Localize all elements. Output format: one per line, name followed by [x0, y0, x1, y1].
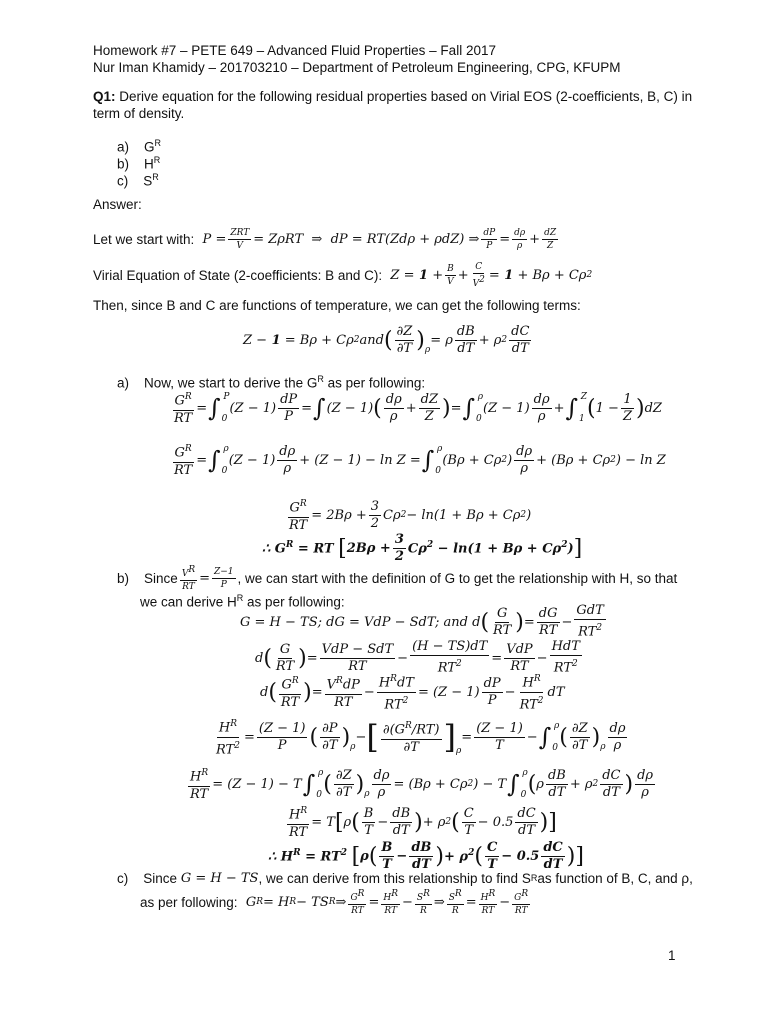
equation-b-3: d ( $\frac{G^R}{RT}$ ) = $\frac{V^RdP}{RT}$ − $\frac{H^RdT}{RT^2}$ = (Z − 1) $\frac{dP}{P}$ − $\frac{H^R}{RT^2}$ dT	[260, 674, 565, 712]
equation-b-2: d ( $\frac{G}{RT}$ ) = $\frac{\text{VdP − SdT}}{RT}$ − $\frac{(H - TS)dT}{RT^2}$ = $\frac{\text{VdP}}{RT}$ − $\frac{\text{HdT}}{RT^2}$	[255, 639, 580, 676]
equation-z-derivative: Z − 1 = Bρ + Cρ 2 and ( $\frac{\partial Z}{\partial T}$ ) $_\rho$ = ρ $\frac{dB}{dT}$ + ρ 2 $\frac{dC}{dT}$	[243, 323, 530, 356]
equation-b-result: ∴ $H^R = RT^2$ [ ρ ( $\frac{B}{T}$ − $\frac{dB}{dT}$ ) + $\rho^2$ ( $\frac{C}{T}$ − 0.5 $\frac{dC}{dT}$ ) ]	[268, 839, 584, 872]
question-item-b: b) $H^R$	[117, 155, 161, 172]
page-number: 1	[668, 948, 676, 963]
equation-a-result: ∴ $G^R$ = RT [ 2Bρ + $\frac{3}{2}$ $C\rho^2 - \ln(1 + B\rho + C\rho^2)$ ]	[262, 531, 583, 564]
part-c-equation: as per following: G R = H R − TS R ⇒ $\frac{G^R}{RT}$ = $\frac{H^R}{RT}$ − $\frac{S^R}{R}$ ⇒ $\frac{S^R}{R}$ = $\frac{H^R}{RT}$ − $\frac{G^R}{RT}$	[140, 888, 529, 916]
question-item-a: a) $G^R$	[117, 138, 162, 155]
part-c-text: c) Since G = H − TS , we can derive from this relationship to find S R as function of B, C, and ρ,	[117, 870, 693, 886]
equation-a-3: $\frac{G^R}{RT}$ = 2Bρ + $\frac{3}{2}$ Cρ 2 − ln(1 + Bρ + Cρ 2 )	[289, 498, 532, 533]
part-a-text: a) Now, we start to derive the $G^R$ as per following:	[117, 374, 426, 391]
equation-a-1: $\frac{G^R}{RT}$ = ∫ $_0$ P (Z − 1) $\frac{dP}{P}$ = ∫ (Z − 1) ( $\frac{d\rho}{\rho}$ + $\frac{dZ}{Z}$ ) = ∫ $_0$ ρ (Z − 1) $\frac{d\rho}{\rho}$ + ∫ $_1$ Z ( 1 − $\frac{1}{Z}$ ) dZ	[174, 391, 662, 426]
question-line-1	[93, 89, 692, 105]
header-line-1: Homework #7 – PETE 649 – Advanced Fluid Properties – Fall 2017	[93, 43, 496, 58]
equation-a-2: $\frac{G^R}{RT}$ = ∫ $_0$ ρ (Z − 1) $\frac{d\rho}{\rho}$ + (Z − 1) − ln Z = ∫ $_0$ ρ (Bρ + Cρ 2 ) $\frac{d\rho}{\rho}$ + (Bρ + Cρ 2 ) − ln Z	[174, 443, 666, 478]
equation-b-5: $\frac{H^R}{RT}$ = (Z − 1) − T ∫ $_0$ ρ ( $\frac{\partial Z}{\partial T}$ ) $_\rho$ $\frac{d\rho}{\rho}$ = (Bρ + Cρ 2 ) − T ∫ $_0$ ρ ( ρ $\frac{dB}{dT}$ + ρ 2 $\frac{dC}{dT}$ ) $\frac{d\rho}{\rho}$	[190, 767, 654, 802]
equation-start: Let we start with: P = $\frac{\text{ZRT}}{V}$ = ZρRT ⇒ dP = RT(Zdρ + ρdZ) ⇒ $\frac{dP}{P}$ = $\frac{d\rho}{\rho}$ + $\frac{dZ}{Z}$	[93, 227, 557, 251]
question-item-c: c) $S^R$	[117, 172, 159, 189]
part-b-text: b) Since $\frac{V^R}{RT}$ = $\frac{Z-1}{P}$ , we can start with the definition of G to get the relationship with H, so that	[117, 564, 678, 592]
answer-label: Answer:	[93, 197, 142, 212]
equation-b-1: G = H − TS; dG = VdP − SdT; and d ( $\frac{G}{RT}$ ) = $\frac{dG}{RT}$ − $\frac{\text{GdT}}{RT^2}$	[240, 603, 604, 640]
header-line-2: Nur Iman Khamidy – 201703210 – Department of Petroleum Engineering, CPG, KFUPM	[93, 60, 621, 75]
question-text-2: term of density.	[93, 106, 185, 121]
then-text: Then, since B and C are functions of temperature, we can get the following terms:	[93, 298, 581, 313]
equation-b-6: $\frac{H^R}{RT}$ = T [ ρ ( $\frac{B}{T}$ − $\frac{dB}{dT}$ ) + ρ 2 ( $\frac{C}{T}$ − 0.5 $\frac{dC}{dT}$ ) ]	[289, 805, 557, 840]
equation-b-4: $\frac{H^R}{RT^2}$ = $\frac{(Z - 1)}{P}$ ( $\frac{\partial P}{\partial T}$ ) $_\rho$ − [ $\frac{\partial(G^R/RT)}{\partial T}$ ] $_\rho$ = $\frac{(Z - 1)}{T}$ − ∫ $_0$ ρ ( $\frac{\partial Z}{\partial T}$ ) $_\rho$ $\frac{d\rho}{\rho}$	[216, 718, 626, 757]
question-text-1: Derive equation for the following residual properties based on Virial EOS (2-coefficients, B, C) in	[119, 89, 693, 104]
equation-virial: Virial Equation of State (2-coefficients: B and C): Z = 1 + $\frac{B}{V}$ + $\frac{C}{V^2}$ = 1 + Bρ + Cρ 2	[93, 261, 593, 289]
part-b-text-2: we can derive $H^R$ as per following:	[140, 593, 345, 610]
question-label: Q1:	[93, 89, 116, 104]
